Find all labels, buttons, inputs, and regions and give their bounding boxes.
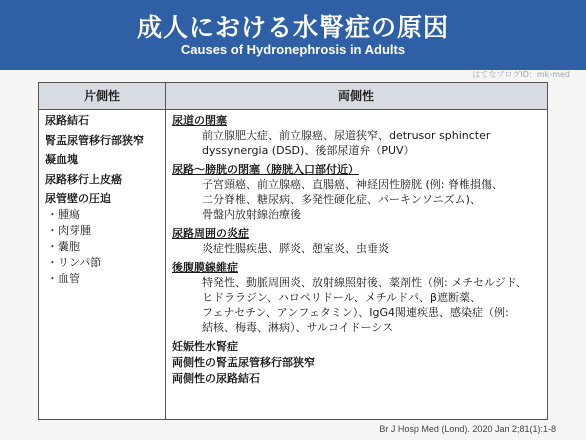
list-item: 尿管壁の圧迫	[45, 192, 111, 205]
group-text: 二分脊椎、糖尿病、多発性硬化症、パーキンソニズム)、	[202, 193, 481, 206]
list-subitem: ・血管	[47, 272, 80, 285]
list-item: 尿路移行上皮癌	[45, 172, 122, 186]
header-bilateral: 両側性	[337, 89, 374, 103]
cause-group	[172, 114, 542, 158]
list-item: 両側性の尿路結石	[172, 372, 260, 385]
list-item: 両側性の腎盂尿管移行部狭窄	[172, 356, 315, 369]
title-banner	[0, 0, 586, 70]
group-text: 炎症性腸疾患、膵炎、憩室炎、虫垂炎	[202, 242, 389, 255]
group-text: 前立腺肥大症、前立腺癌、尿道狭窄、detrusor sphincter	[202, 129, 491, 142]
unilateral-column	[45, 114, 163, 288]
table-header	[39, 83, 547, 110]
causes-table	[38, 82, 548, 420]
column-divider	[165, 83, 166, 419]
list-item: 尿路結石	[45, 114, 89, 127]
group-heading: 尿路周囲の炎症	[172, 227, 249, 240]
group-text: ヒドララジン、ハロペリドール、メチルドパ、β遮断薬、	[202, 291, 481, 304]
group-heading: 尿道の閉塞	[172, 114, 227, 127]
list-subitem: ・腫瘍	[47, 208, 80, 221]
group-heading: 後腹膜線維症	[172, 261, 238, 274]
citation: Br J Hosp Med (Lond). 2020 Jan 2;81(1):1-8	[379, 424, 556, 434]
bilateral-column	[172, 114, 542, 388]
cause-group	[172, 261, 542, 335]
group-text: 子宮頸癌、前立腺癌、直腸癌、神経因性膀胱 (例: 脊椎損傷、	[202, 178, 503, 191]
page-subtitle: Causes of Hydronephrosis in Adults	[180, 42, 406, 57]
cause-group	[172, 227, 542, 256]
list-item: 腎盂尿管移行部狭窄	[45, 133, 144, 147]
list-item: 凝血塊	[45, 153, 78, 166]
group-text: 結核、梅毒、淋病）、サルコイドーシス	[202, 321, 394, 334]
list-subitem: ・リンパ節	[47, 256, 102, 269]
cause-group	[172, 163, 542, 222]
group-heading: 尿路～膀胱の閉塞（膀胱入口部付近）	[172, 163, 359, 176]
group-text: フェナセチン、アンフェタミン）、IgG4関連疾患、感染症（例:	[202, 306, 509, 319]
list-subitem: ・嚢胞	[47, 240, 80, 253]
group-text: 骨盤内放射線治療後	[202, 208, 301, 221]
list-subitem: ・肉芽腫	[47, 224, 91, 237]
watermark: はてなブログID：mk-med	[472, 70, 570, 79]
header-unilateral: 片側性	[83, 89, 120, 103]
page-title: 成人における水腎症の原因	[136, 13, 449, 42]
group-text: dyssynergia (DSD)、後部尿道弁（PUV）	[202, 144, 415, 157]
list-item: 妊娠性水腎症	[172, 340, 238, 353]
group-text: 特発性、動脈周囲炎、放射線照射後、薬剤性（例: メチセルジド、	[202, 276, 527, 289]
